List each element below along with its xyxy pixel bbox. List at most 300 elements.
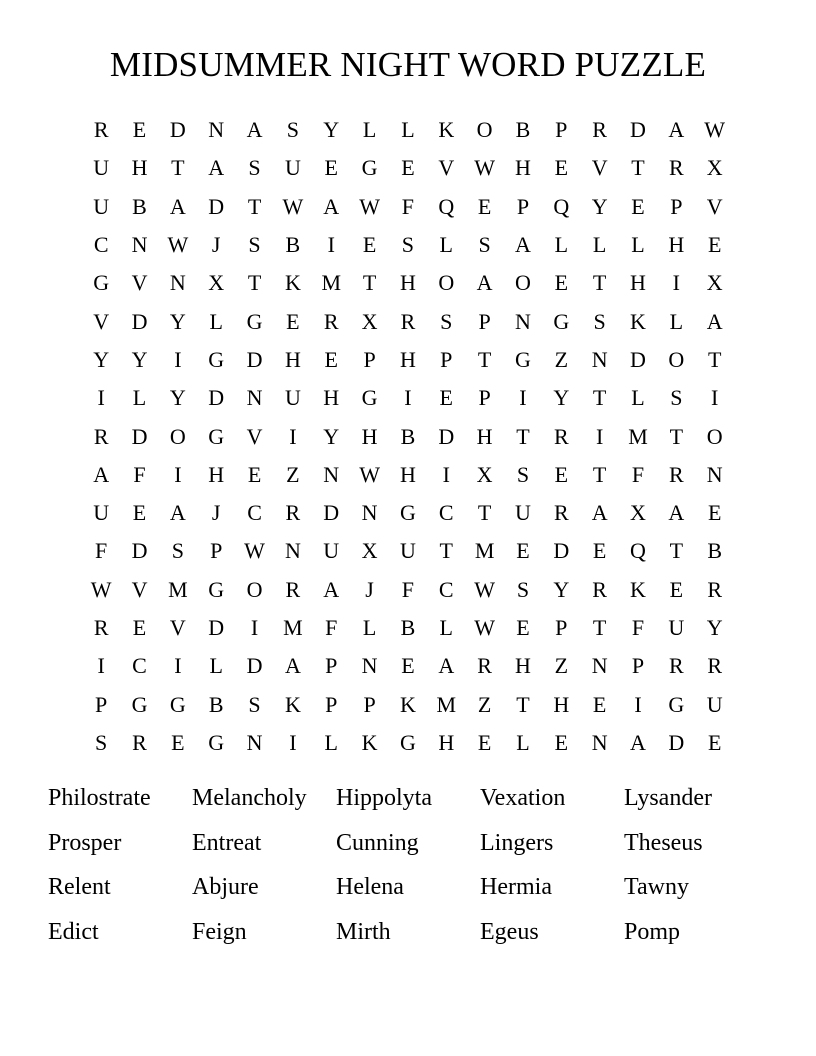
grid-letter[interactable]: R [477, 653, 492, 679]
grid-letter[interactable]: R [285, 576, 301, 602]
grid-letter[interactable]: E [707, 729, 722, 755]
grid-letter[interactable]: M [321, 270, 342, 296]
grid-letter[interactable]: N [591, 729, 608, 755]
grid-letter[interactable]: E [324, 155, 338, 181]
grid-letter[interactable]: K [284, 691, 301, 717]
grid-letter[interactable]: D [131, 308, 148, 334]
grid-letter[interactable]: T [516, 691, 530, 717]
grid-letter[interactable]: N [284, 538, 301, 564]
grid-letter[interactable]: S [248, 691, 261, 717]
grid-letter[interactable]: P [363, 346, 376, 372]
grid-letter[interactable]: M [283, 615, 303, 640]
grid-letter[interactable]: H [131, 155, 148, 181]
grid-letter[interactable]: P [478, 385, 491, 411]
grid-letter[interactable]: G [361, 385, 378, 411]
grid-letter[interactable]: H [515, 155, 531, 181]
grid-letter[interactable]: B [400, 615, 416, 640]
grid-letter[interactable]: R [668, 461, 684, 487]
grid-letter[interactable]: L [554, 232, 569, 258]
grid-letter[interactable]: G [131, 691, 148, 717]
word-list-item: Lingers [480, 829, 554, 856]
grid-letter[interactable]: L [439, 232, 453, 258]
grid-letter[interactable]: W [359, 193, 380, 219]
grid-letter[interactable]: O [706, 423, 723, 449]
grid-letter[interactable]: I [327, 232, 335, 258]
grid-letter[interactable]: C [93, 232, 109, 258]
grid-letter[interactable]: M [628, 423, 648, 449]
grid-letter[interactable]: G [668, 691, 685, 717]
grid-letter[interactable]: Y [323, 423, 340, 449]
grid-letter[interactable]: V [169, 615, 186, 640]
grid-letter[interactable]: H [438, 729, 455, 755]
grid-letter[interactable]: S [95, 729, 108, 755]
grid-letter[interactable]: L [401, 117, 415, 143]
grid-letter[interactable]: R [93, 423, 109, 449]
grid-letter[interactable]: L [209, 653, 223, 679]
grid-letter[interactable]: L [631, 232, 645, 258]
grid-letter[interactable]: T [669, 538, 684, 564]
grid-letter[interactable]: K [438, 117, 455, 143]
grid-letter[interactable]: W [167, 232, 189, 258]
grid-letter[interactable]: P [325, 653, 338, 679]
grid-letter[interactable]: G [169, 691, 186, 717]
grid-letter[interactable]: T [669, 423, 684, 449]
grid-letter[interactable]: D [553, 538, 570, 564]
grid-letter[interactable]: A [246, 117, 263, 143]
grid-letter[interactable]: Q [630, 538, 646, 564]
grid-letter[interactable]: N [361, 500, 378, 526]
grid-letter[interactable]: N [208, 117, 225, 143]
grid-letter[interactable]: E [286, 308, 300, 334]
grid-letter[interactable]: L [209, 308, 223, 334]
grid-letter[interactable]: I [519, 385, 527, 411]
grid-letter[interactable]: U [323, 538, 340, 564]
grid-letter[interactable]: U [284, 385, 301, 411]
grid-letter[interactable]: M [436, 691, 457, 717]
grid-letter[interactable]: D [131, 538, 148, 564]
grid-letter[interactable]: X [208, 270, 225, 296]
grid-letter[interactable]: S [171, 538, 184, 564]
grid-letter[interactable]: H [361, 423, 378, 449]
grid-letter[interactable]: Q [438, 193, 455, 219]
grid-letter[interactable]: P [555, 615, 568, 640]
grid-letter[interactable]: U [515, 500, 531, 526]
grid-letter[interactable]: I [97, 653, 105, 679]
grid-letter[interactable]: R [592, 117, 607, 143]
grid-letter[interactable]: S [516, 576, 530, 602]
grid-letter[interactable]: U [93, 500, 110, 526]
grid-letter[interactable]: S [478, 232, 491, 258]
grid-letter[interactable]: D [630, 346, 646, 372]
grid-letter[interactable]: R [323, 308, 339, 334]
grid-letter[interactable]: R [668, 653, 684, 679]
grid-letter[interactable]: X [630, 500, 646, 526]
grid-letter[interactable]: D [208, 193, 225, 219]
grid-letter[interactable]: N [706, 461, 723, 487]
grid-letter[interactable]: V [131, 576, 148, 602]
grid-letter[interactable]: G [553, 308, 570, 334]
grid-letter[interactable]: E [554, 729, 569, 755]
grid-letter[interactable]: R [707, 653, 723, 679]
grid-letter[interactable]: E [132, 615, 147, 640]
grid-letter[interactable]: E [707, 500, 722, 526]
grid-letter[interactable]: Y [131, 346, 148, 372]
grid-letter[interactable]: S [248, 232, 261, 258]
grid-letter[interactable]: N [131, 232, 148, 258]
grid-letter[interactable]: C [247, 500, 262, 526]
grid-letter[interactable]: E [401, 653, 415, 679]
grid-letter[interactable]: N [591, 653, 608, 679]
grid-letter[interactable]: A [438, 653, 455, 679]
grid-letter[interactable]: F [325, 615, 338, 640]
grid-letter[interactable]: E [477, 729, 492, 755]
grid-letter[interactable]: S [670, 385, 683, 411]
grid-letter[interactable]: E [171, 729, 185, 755]
grid-letter[interactable]: O [169, 423, 186, 449]
grid-row [82, 494, 734, 532]
grid-row [82, 302, 734, 340]
grid-letter[interactable]: H [515, 653, 531, 679]
grid-letter[interactable]: Z [554, 653, 569, 679]
grid-letter[interactable]: F [631, 615, 645, 640]
grid-letter[interactable]: F [631, 461, 645, 487]
grid-letter[interactable]: D [208, 615, 225, 640]
grid-letter[interactable]: N [246, 385, 263, 411]
grid-letter[interactable]: V [131, 270, 148, 296]
grid-letter[interactable]: T [516, 423, 530, 449]
grid-letter[interactable]: E [401, 155, 415, 181]
grid-letter[interactable]: B [208, 691, 224, 717]
grid-letter[interactable]: R [553, 423, 569, 449]
grid-letter[interactable]: G [208, 729, 225, 755]
grid-letter[interactable]: E [247, 461, 262, 487]
grid-letter[interactable]: K [630, 308, 646, 334]
grid-letter[interactable]: I [289, 423, 297, 449]
grid-letter[interactable]: A [668, 117, 685, 143]
grid-row [82, 111, 734, 149]
grid-letter[interactable]: U [668, 615, 685, 640]
grid-letter[interactable]: X [706, 270, 723, 296]
grid-letter[interactable]: J [211, 500, 221, 526]
grid-letter[interactable]: G [208, 576, 225, 602]
grid-letter[interactable]: O [246, 576, 263, 602]
grid-letter[interactable]: L [439, 615, 453, 640]
grid-letter[interactable]: P [555, 117, 568, 143]
grid-letter[interactable]: D [246, 346, 263, 372]
grid-letter[interactable]: I [250, 615, 259, 640]
grid-letter[interactable]: C [438, 576, 454, 602]
grid-letter[interactable]: L [631, 385, 645, 411]
grid-letter[interactable]: Y [169, 385, 186, 411]
grid-letter[interactable]: E [477, 193, 492, 219]
grid-letter[interactable]: H [668, 232, 685, 258]
grid-letter[interactable]: Z [286, 461, 300, 487]
grid-letter[interactable]: E [631, 193, 645, 219]
grid-letter[interactable]: S [286, 117, 300, 143]
grid-letter[interactable]: T [631, 155, 645, 181]
grid-letter[interactable]: A [93, 461, 110, 487]
grid-letter[interactable]: H [284, 346, 301, 372]
word-list-item: Feign [192, 918, 247, 945]
grid-letter[interactable]: S [440, 308, 453, 334]
grid-letter[interactable]: V [438, 155, 455, 181]
grid-letter[interactable]: R [93, 117, 109, 143]
grid-letter[interactable]: M [168, 576, 188, 602]
grid-letter[interactable]: P [363, 691, 376, 717]
grid-letter[interactable]: T [439, 538, 453, 564]
grid-letter[interactable]: K [630, 576, 646, 602]
grid-letter[interactable]: R [553, 500, 569, 526]
grid-letter[interactable]: Y [706, 615, 723, 640]
grid-letter[interactable]: A [284, 653, 301, 679]
grid-letter[interactable]: G [515, 346, 531, 372]
grid-letter[interactable]: H [553, 691, 570, 717]
grid-letter[interactable]: T [171, 155, 185, 181]
grid-letter[interactable]: W [90, 576, 112, 602]
word-list-item: Relent [48, 874, 111, 900]
grid-letter[interactable]: E [362, 232, 377, 258]
grid-letter[interactable]: G [399, 500, 416, 526]
grid-letter[interactable]: R [668, 155, 684, 181]
grid-letter[interactable]: R [132, 729, 147, 755]
grid-letter[interactable]: I [174, 461, 182, 487]
grid-letter[interactable]: F [401, 576, 415, 602]
grid-letter[interactable]: F [133, 461, 146, 487]
grid-letter[interactable]: S [593, 308, 606, 334]
grid-letter[interactable]: P [440, 346, 453, 372]
grid-letter[interactable]: O [515, 270, 531, 296]
grid-letter[interactable]: X [476, 461, 493, 487]
grid-letter[interactable]: T [592, 461, 607, 487]
grid-letter[interactable]: E [592, 538, 607, 564]
grid-letter[interactable]: W [244, 538, 265, 564]
grid-letter[interactable]: I [174, 653, 182, 679]
grid-row [82, 532, 734, 570]
grid-letter[interactable]: B [285, 232, 301, 258]
grid-letter[interactable]: M [474, 538, 495, 564]
grid-letter[interactable]: B [515, 117, 531, 143]
grid-letter[interactable]: U [284, 155, 301, 181]
grid-letter[interactable]: O [476, 117, 493, 143]
grid-letter[interactable]: G [399, 729, 416, 755]
grid-letter[interactable]: W [474, 615, 495, 640]
grid-letter[interactable]: P [210, 538, 223, 564]
grid-letter[interactable]: U [93, 193, 110, 219]
grid-letter[interactable]: D [208, 385, 225, 411]
grid-letter[interactable]: N [361, 653, 378, 679]
grid-letter[interactable]: I [672, 270, 680, 296]
grid-letter[interactable]: P [95, 691, 108, 717]
grid-letter[interactable]: L [516, 729, 530, 755]
grid-letter[interactable]: U [706, 691, 723, 717]
grid-letter[interactable]: I [442, 461, 450, 487]
grid-letter[interactable]: V [591, 155, 608, 181]
grid-letter[interactable]: R [400, 308, 416, 334]
grid-letter[interactable]: Y [591, 193, 608, 219]
grid-letter[interactable]: I [289, 729, 297, 755]
grid-letter[interactable]: D [630, 117, 646, 143]
grid-letter[interactable]: G [361, 155, 378, 181]
grid-letter[interactable]: T [247, 270, 262, 296]
grid-letter[interactable]: E [324, 346, 338, 372]
word-list-item: Entreat [192, 829, 262, 856]
grid-letter[interactable]: Q [553, 193, 570, 219]
grid-letter[interactable]: E [554, 155, 569, 181]
grid-letter[interactable]: F [401, 193, 415, 219]
grid-letter[interactable]: A [476, 270, 493, 296]
grid-letter[interactable]: S [516, 461, 530, 487]
word-list-item: Abjure [192, 874, 259, 900]
grid-letter[interactable]: H [323, 385, 340, 411]
grid-letter[interactable]: A [208, 155, 225, 181]
grid-letter[interactable]: A [515, 232, 531, 258]
grid-letter[interactable]: E [554, 461, 569, 487]
grid-letter[interactable]: T [362, 270, 377, 296]
grid-letter[interactable]: R [285, 500, 301, 526]
grid-letter[interactable]: J [365, 576, 374, 602]
grid-letter[interactable]: N [323, 461, 340, 487]
grid-letter[interactable]: S [401, 232, 415, 258]
grid-letter[interactable]: L [362, 615, 377, 640]
grid-letter[interactable]: V [706, 193, 723, 219]
grid-letter[interactable]: I [174, 346, 182, 372]
grid-letter[interactable]: P [631, 653, 645, 679]
grid-letter[interactable]: I [711, 385, 719, 411]
grid-letter[interactable]: B [707, 538, 723, 564]
grid-letter[interactable]: A [169, 193, 186, 219]
grid-letter[interactable]: A [668, 500, 685, 526]
grid-letter[interactable]: E [516, 538, 530, 564]
grid-letter[interactable]: T [477, 500, 492, 526]
word-list-item: Edict [48, 918, 99, 945]
grid-letter[interactable]: L [324, 729, 338, 755]
grid-letter[interactable]: U [399, 538, 416, 564]
grid-letter[interactable]: C [132, 653, 147, 679]
grid-letter[interactable]: I [97, 385, 105, 411]
grid-letter[interactable]: N [246, 729, 263, 755]
grid-letter[interactable]: Y [323, 117, 340, 143]
grid-letter[interactable]: D [169, 117, 186, 143]
grid-letter[interactable]: K [399, 691, 416, 717]
grid-letter[interactable]: G [93, 270, 110, 296]
grid-letter[interactable]: A [630, 729, 646, 755]
grid-letter[interactable]: W [474, 155, 495, 181]
grid-letter[interactable]: E [516, 615, 530, 640]
grid-letter[interactable]: R [592, 576, 607, 602]
word-list-item: Cunning [336, 829, 419, 856]
grid-letter[interactable]: O [438, 270, 455, 296]
grid-letter[interactable]: I [595, 423, 604, 449]
grid-letter[interactable]: V [246, 423, 263, 449]
grid-letter[interactable]: I [634, 691, 642, 717]
grid-letter[interactable]: P [325, 691, 338, 717]
grid-letter[interactable]: E [554, 270, 569, 296]
grid-letter[interactable]: N [169, 270, 186, 296]
grid-letter[interactable]: R [93, 615, 109, 640]
grid-letter[interactable]: Y [169, 308, 186, 334]
grid-letter[interactable]: P [478, 308, 491, 334]
grid-letter[interactable]: K [284, 270, 301, 296]
grid-letter[interactable]: F [95, 538, 108, 564]
grid-letter[interactable]: H [399, 270, 416, 296]
grid-letter[interactable]: E [439, 385, 453, 411]
grid-letter[interactable]: D [668, 729, 685, 755]
grid-letter[interactable]: P [670, 193, 683, 219]
grid-letter[interactable]: T [592, 615, 607, 640]
grid-letter[interactable]: E [132, 500, 147, 526]
grid-letter[interactable]: G [208, 423, 225, 449]
grid-letter[interactable]: T [247, 193, 262, 219]
grid-letter[interactable]: W [282, 193, 304, 219]
grid-letter[interactable]: D [323, 500, 340, 526]
grid-letter[interactable]: A [323, 193, 340, 219]
grid-letter[interactable]: A [323, 576, 340, 602]
grid-letter[interactable]: T [477, 346, 492, 372]
grid-letter[interactable]: A [706, 308, 723, 334]
grid-letter[interactable]: H [476, 423, 493, 449]
grid-letter[interactable]: K [361, 729, 378, 755]
grid-letter[interactable]: L [362, 117, 377, 143]
grid-letter[interactable]: R [707, 576, 723, 602]
grid-letter[interactable]: P [516, 193, 530, 219]
grid-letter[interactable]: B [132, 193, 147, 219]
grid-letter[interactable]: B [400, 423, 416, 449]
grid-letter[interactable]: E [592, 691, 607, 717]
grid-letter[interactable]: U [93, 155, 110, 181]
grid-letter[interactable]: Y [553, 576, 570, 602]
grid-letter[interactable]: H [399, 461, 416, 487]
grid-letter[interactable]: W [359, 461, 380, 487]
grid-letter[interactable]: H [208, 461, 225, 487]
grid-letter[interactable]: E [707, 232, 722, 258]
grid-letter[interactable]: L [669, 308, 684, 334]
grid-letter[interactable]: L [132, 385, 147, 411]
grid-letter[interactable]: C [438, 500, 454, 526]
grid-letter[interactable]: I [404, 385, 412, 411]
grid-letter[interactable]: V [93, 308, 110, 334]
grid-letter[interactable]: O [668, 346, 685, 372]
grid-letter[interactable]: G [208, 346, 225, 372]
grid-letter[interactable]: X [361, 538, 378, 564]
grid-letter[interactable]: W [474, 576, 495, 602]
grid-letter[interactable]: A [169, 500, 186, 526]
grid-letter[interactable]: N [591, 346, 608, 372]
grid-letter[interactable]: Z [477, 691, 492, 717]
grid-letter[interactable]: L [592, 232, 607, 258]
grid-letter[interactable]: J [211, 232, 221, 258]
grid-letter[interactable]: X [706, 155, 723, 181]
grid-letter[interactable]: Y [553, 385, 570, 411]
grid-letter[interactable]: W [704, 117, 726, 143]
grid-letter[interactable]: E [669, 576, 684, 602]
grid-letter[interactable]: D [246, 653, 263, 679]
grid-letter[interactable]: T [592, 270, 607, 296]
grid-letter[interactable]: Z [554, 346, 569, 372]
grid-letter[interactable]: X [361, 308, 378, 334]
grid-letter[interactable]: T [707, 346, 722, 372]
grid-letter[interactable]: N [515, 308, 531, 334]
grid-letter[interactable]: T [592, 385, 607, 411]
grid-letter[interactable]: A [591, 500, 608, 526]
grid-letter[interactable]: Y [93, 346, 110, 372]
grid-letter[interactable]: E [132, 117, 147, 143]
grid-letter[interactable]: G [246, 308, 263, 334]
grid-letter[interactable]: S [248, 155, 261, 181]
grid-letter[interactable]: D [131, 423, 148, 449]
grid-letter[interactable]: H [630, 270, 646, 296]
grid-letter[interactable]: H [399, 346, 416, 372]
grid-letter[interactable]: D [438, 423, 455, 449]
